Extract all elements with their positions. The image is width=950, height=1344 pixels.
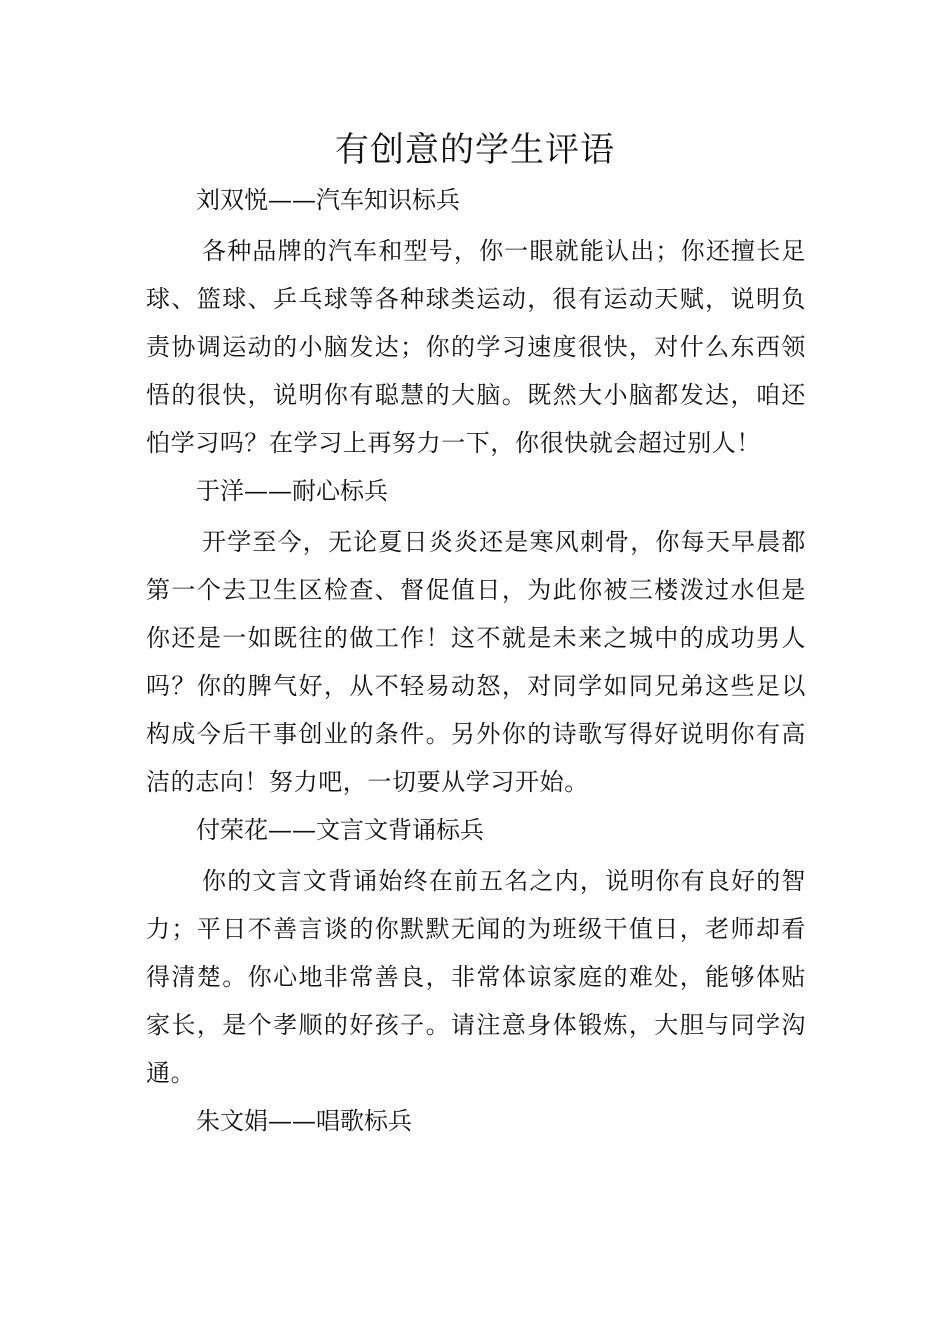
section-text-liu-shuangyue: 各种品牌的汽车和型号，你一眼就能认出；你还擅长足球、篮球、乒乓球等各种球类运动，很有运动天赋，说明负责协调运动的小脑发达；你的学习速度很快，对什么东西领悟的很快，说明你有聪慧的大脑。既然大小脑都发达，咱还怕学习吗？在学习上再努力一下，你很快就会超过别人！	[146, 237, 806, 457]
section-heading-zhu-wenjuan: 朱文娟——唱歌标兵	[196, 1107, 412, 1135]
section-heading-yu-yang: 于洋——耐心标兵	[196, 477, 388, 505]
section-heading-fu-ronghua: 付荣花——文言文背诵标兵	[196, 816, 484, 844]
document-title: 有创意的学生评语	[335, 130, 615, 170]
document-body	[146, 176, 806, 1145]
section-text-yu-yang: 开学至今，无论夏日炎炎还是寒风刺骨，你每天早晨都第一个去卫生区检查、督促值日，为此你被三楼泼过水但是你还是一如既往的做工作！这不就是未来之城中的成功男人吗？你的脾气好，从不轻易动怒，对同学如同兄弟这些足以构成今后干事创业的条件。另外你的诗歌写得好说明你有高洁的志向！努力吧，一切要从学习开始。	[146, 528, 806, 796]
section-heading-liu-shuangyue: 刘双悦——汽车知识标兵	[196, 186, 460, 214]
section-text-fu-ronghua: 你的文言文背诵始终在前五名之内，说明你有良好的智力；平日不善言谈的你默默无闻的为班级干值日，老师却看得清楚。你心地非常善良，非常体谅家庭的难处，能够体贴家长，是个孝顺的好孩子。请注意身体锻炼，大胆与同学沟通。	[146, 867, 806, 1087]
